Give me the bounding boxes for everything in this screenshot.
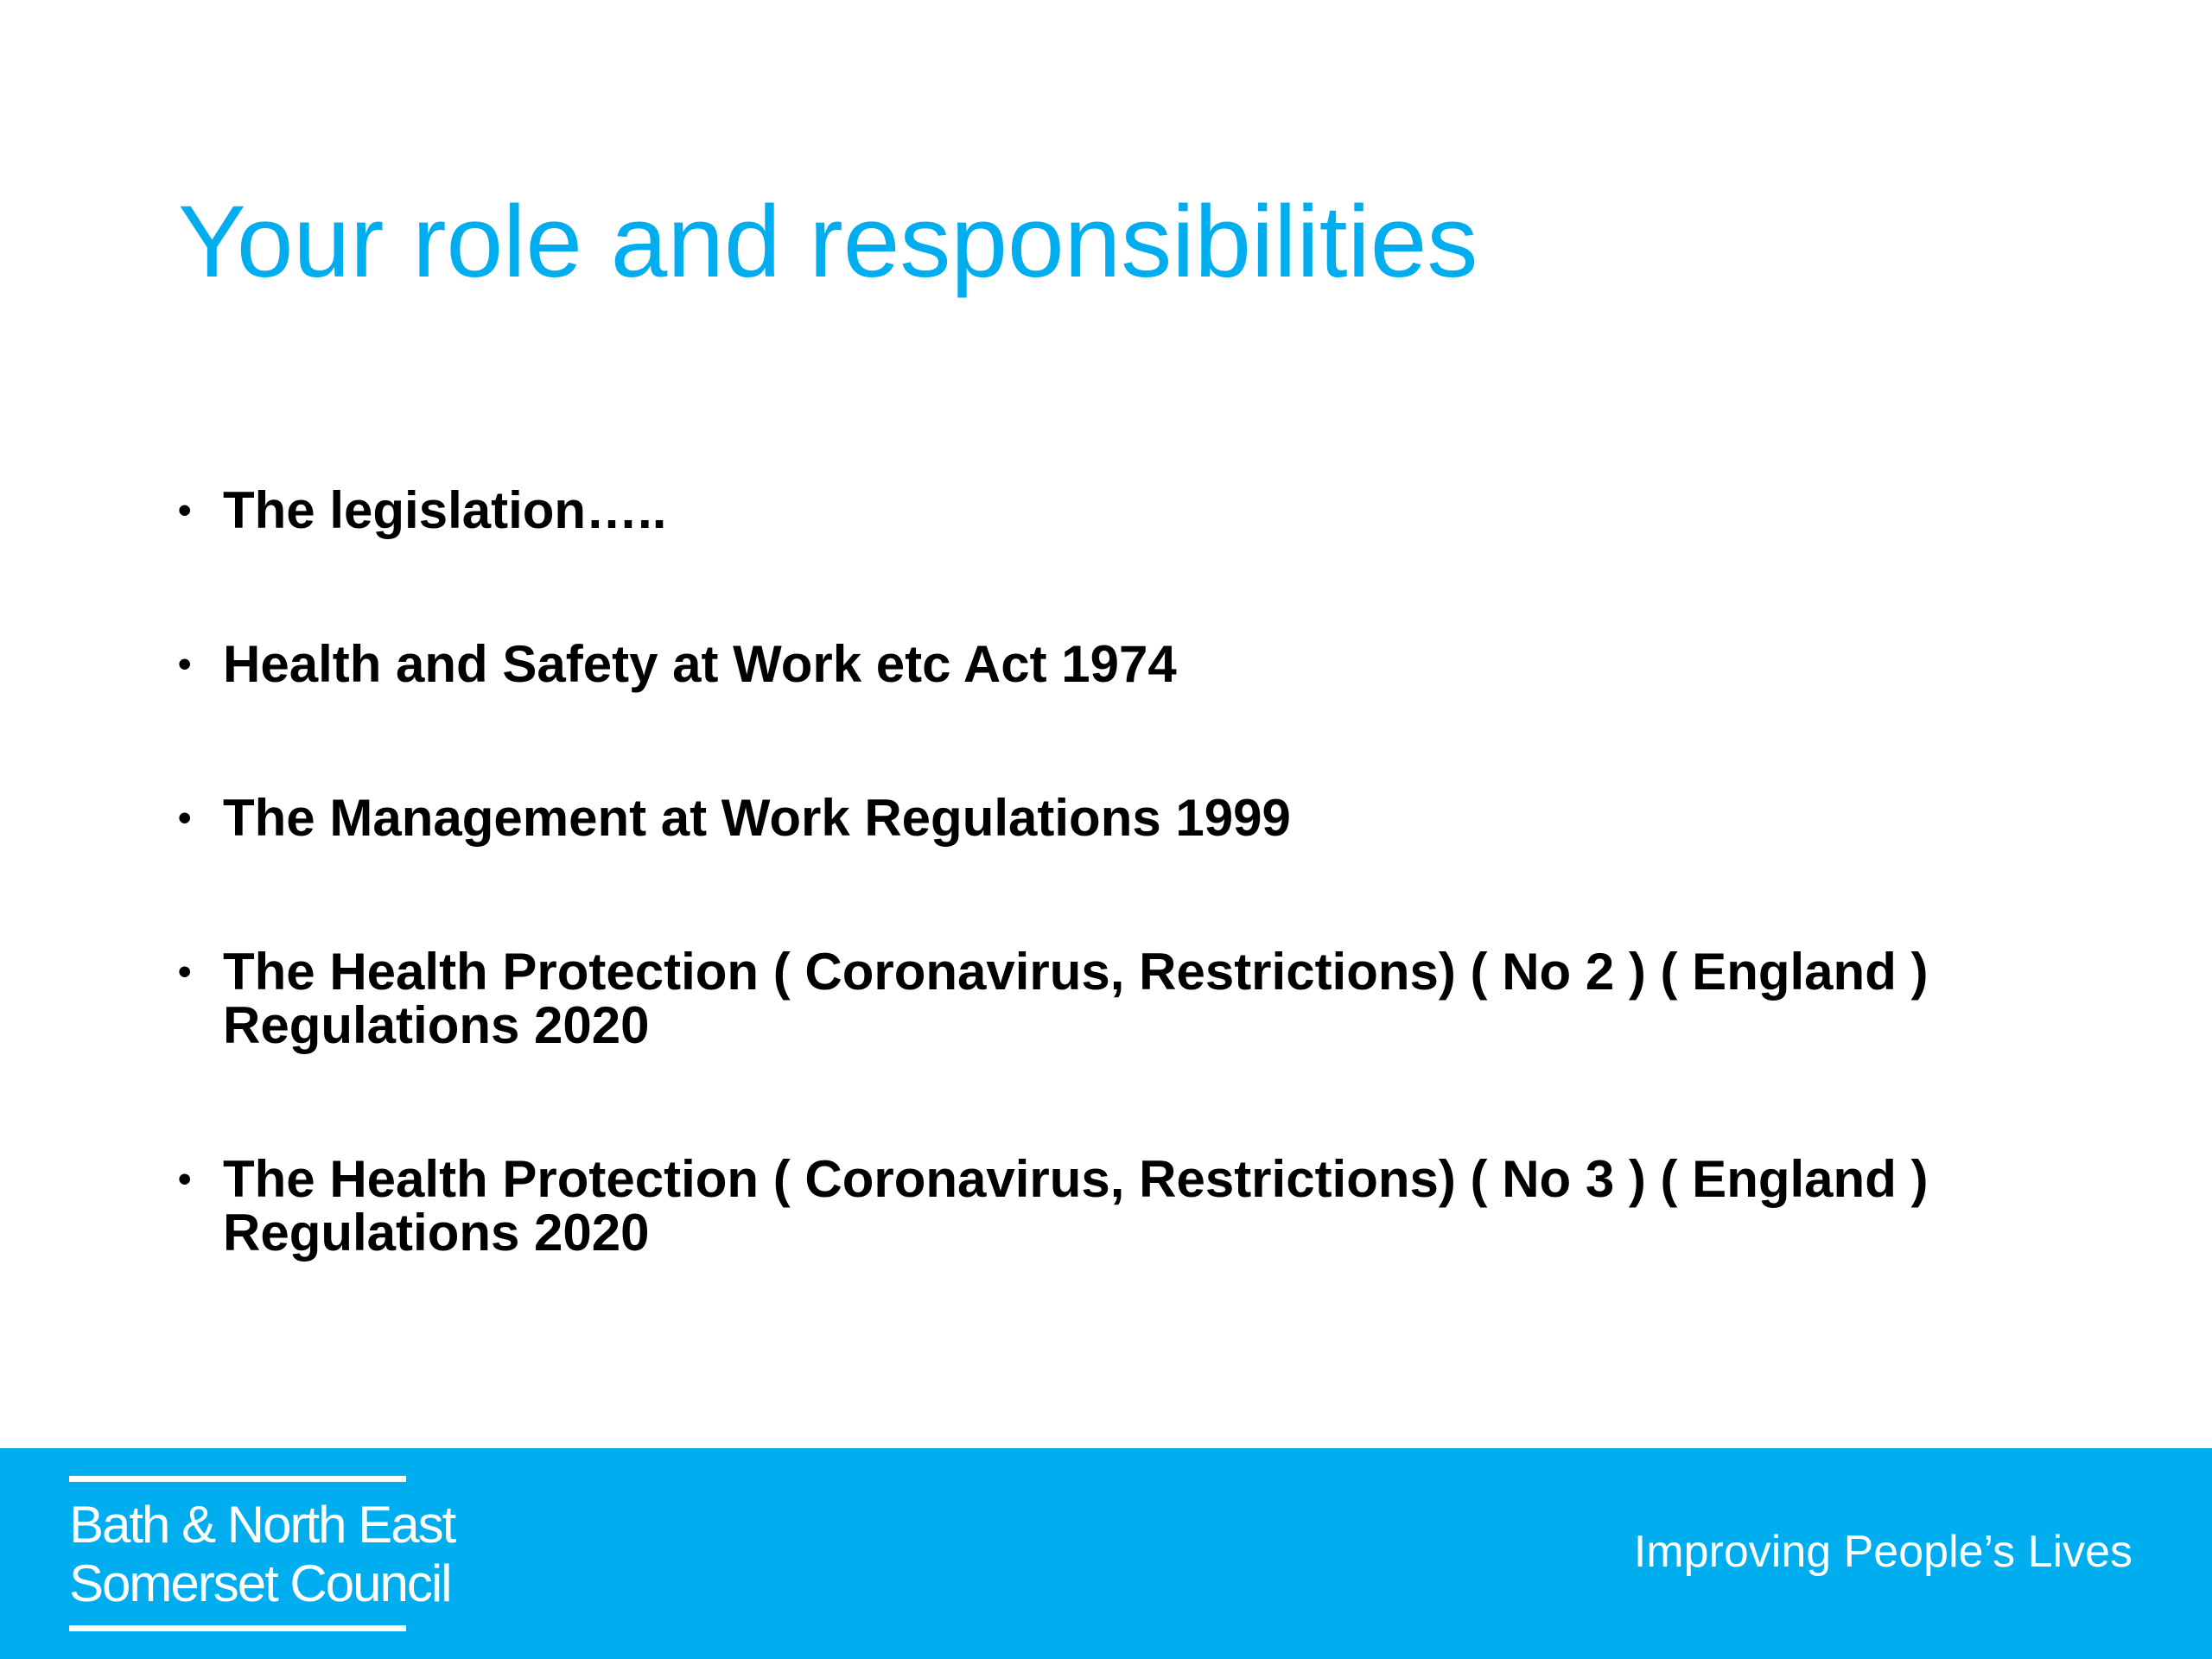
bullet-item [178,945,2122,1052]
bullet-dot-icon: • [178,950,192,993]
bullet-text: The Health Protection ( Coronavirus, Restrictions) ( No 2 ) ( England ) Regulations 2020 [223,943,1929,1054]
bullet-item [178,635,2122,693]
bullet-text: Health and Safety at Work etc Act 1974 [223,635,1177,693]
logo-line-2: Somerset Council [69,1554,451,1612]
logo-text [69,1482,455,1625]
bullet-dot-icon: • [178,1158,192,1200]
bullet-text: The Management at Work Regulations 1999 [223,789,1291,847]
logo-top-rule [69,1476,406,1482]
bullet-item [178,481,2122,539]
bullet-item [178,791,2122,845]
bullet-dot-icon: • [178,797,192,839]
council-logo [69,1476,455,1631]
logo-line-1: Bath & North East [69,1496,455,1554]
bullet-dot-icon: • [178,643,192,685]
bullet-text: The Health Protection ( Coronavirus, Restrictions) ( No 3 ) ( England ) Regulations 2020 [223,1150,1929,1262]
bullet-text: The legislation….. [223,481,667,539]
slide-title: Your role and responsibilities [178,185,1478,299]
footer-tagline: Improving People’s Lives [1633,1527,2133,1577]
bullet-list [178,481,2122,1360]
logo-bottom-rule [69,1625,406,1631]
bullet-dot-icon: • [178,489,192,531]
footer-bar [0,1448,2212,1659]
bullet-item [178,1150,2122,1262]
